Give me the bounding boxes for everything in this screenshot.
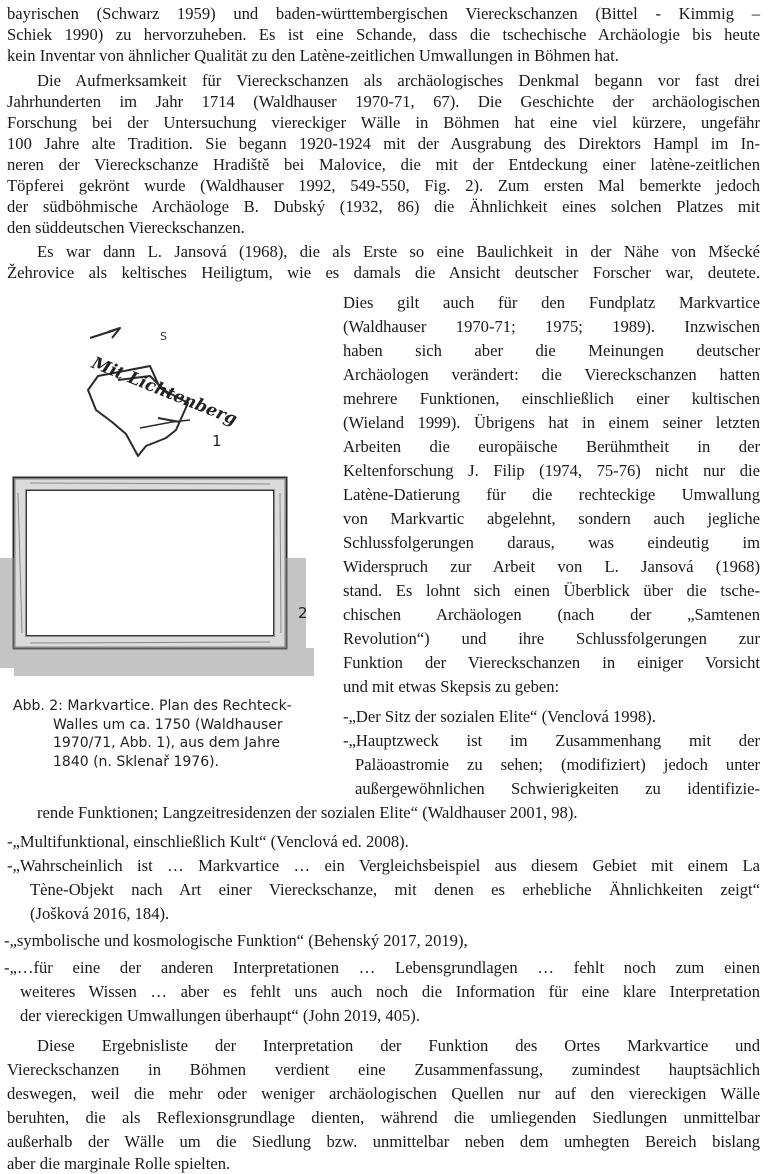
caption-line: 1970/71, Abb. 1), aus dem Jahre xyxy=(53,735,281,752)
figure-plan xyxy=(0,318,340,690)
text-line: -„…für eine der anderen Interpretationen … Lebensgrundlagen … fehlt noch zum einen xyxy=(4,958,760,977)
text-line: mehrere Funktionen, einschließlich einer kultischen xyxy=(343,389,760,408)
text-line: Jahrhunderten im Jahr 1714 (Waldhauser 1970-71, 67). Die Geschichte der archäologischen xyxy=(7,92,760,111)
text-line: Schlussfolgerungen daraus, was eindeutig im xyxy=(343,533,760,552)
text-line: Die Aufmerksamkeit für Viereckschanzen als archäologisches Denkmal begann vor fast drei xyxy=(37,71,760,90)
text-line: weiteres Wissen … aber es fehlt uns auch noch die Information für eine klare Interpretation xyxy=(20,982,760,1001)
text-line: -„Der Sitz der sozialen Elite“ (Venclová 1998). xyxy=(343,707,656,726)
label-2: 2 xyxy=(298,604,308,622)
text-line: haben sich aber die Meinungen deutscher xyxy=(343,341,760,360)
text-line: Töpferei gekrönt wurde (Waldhauser 1992, 549-550, Fig. 2). Zum ersten Mal bemerkte jedoch xyxy=(7,176,760,195)
text-line: -„symbolische und kosmologische Funktion“ (Behenský 2017, 2019), xyxy=(4,931,468,950)
text-line: (Jošková 2016, 184). xyxy=(30,904,170,923)
text-line: Tène-Objekt nach Art einer Viereckschanze, mit denen es erhebliche Ähnlichkeiten zeigt“ xyxy=(30,880,760,899)
text-line: aber die marginale Rolle spielten. xyxy=(7,1154,231,1173)
text-line: Revolution“) und ihre Schlussfolgerungen zur xyxy=(343,629,760,648)
text-line: rende Funktionen; Langzeitresidenzen der sozialen Elite“ (Waldhauser 2001, 98). xyxy=(37,803,578,822)
text-line: den süddeutschen Viereckschanzen. xyxy=(7,218,245,237)
text-line: Es war dann L. Jansová (1968), die als Erste so eine Baulichkeit in der Nähe von Mšecké xyxy=(37,242,760,261)
text-line: und mit etwas Skepsis zu geben: xyxy=(343,677,560,696)
text-line: Diese Ergebnisliste der Interpretation der Funktion des Ortes Markvartice und xyxy=(37,1036,760,1055)
text-line: stand. Es lohnt sich einen Überblick über die tsche- xyxy=(343,581,760,600)
caption-line: Walles um ca. 1750 (Waldhauser xyxy=(53,716,283,733)
text-line: von Markvartic abgelehnt, sondern auch jegliche xyxy=(343,509,760,528)
text-line: der viereckigen Umwallungen überhaupt“ (John 2019, 405). xyxy=(20,1006,420,1025)
caption-line: 1840 (n. Sklenař 1976). xyxy=(53,753,220,770)
text-line: kein Inventar von ähnlicher Qualität zu den Latène-zeitlichen Umwallungen in Böhmen hat. xyxy=(7,46,619,65)
north-arrow-head xyxy=(108,328,120,338)
text-line: der südböhmische Archäologe B. Dubský (1932, 86) die Ähnlichkeit eines solchen Platzes mit xyxy=(7,197,760,216)
text-line: Keltenforschung J. Filip (1974, 75-76) nicht nur die xyxy=(343,461,760,480)
text-line: Viereckschanzen in Böhmen verdient eine Zusammenfassung, zumindest hauptsächlich xyxy=(7,1060,760,1079)
plan-drawing xyxy=(0,318,340,690)
text-line: Paläoastromie zu sehen; (modifiziert) jedoch unter xyxy=(355,755,760,774)
caption-line: Abb. 2: Markvartice. Plan des Rechteck- xyxy=(13,698,292,714)
text-line: neren der Viereckschanze Hradiště bei Malovice, die mit der Entdeckung einer latène-zeitlichen xyxy=(7,155,760,174)
text-line: -„Multifunktional, einschließlich Kult“ (Venclová ed. 2008). xyxy=(7,832,409,851)
text-line: außergewöhnlichen Schwierigkeiten zu identifizie- xyxy=(355,779,760,798)
text-line: chischen Archäologen (nach der „Samtenen xyxy=(343,605,760,624)
text-line: Arbeiten die europäische Berühmtheit in der xyxy=(343,437,760,456)
text-line: (Waldhauser 1970-71; 1975; 1989). Inzwischen xyxy=(343,317,760,336)
pointer-line xyxy=(140,420,190,428)
text-line: Funktion der Viereckschanzen in einiger Vorsicht xyxy=(343,653,760,672)
text-line: Archäologen verändert: die Viereckschanzen hatten xyxy=(343,365,760,384)
text-line: außerhalb der Wälle um die Siedlung bzw. unmittelbar neben dem umhegten Bereich bislang xyxy=(7,1132,760,1151)
label-s: S xyxy=(160,330,167,343)
text-line: beruhten, die als Reflexionsgrundlage dienten, während die umliegenden Siedlungen unmittelbar xyxy=(7,1108,760,1127)
text-line: (Wieland 1999). Übrigens hat in einem seiner letzten xyxy=(343,413,760,432)
label-1: 1 xyxy=(212,432,222,450)
text-line: bayrischen (Schwarz 1959) und baden-württembergischen Viereckschanzen (Bittel - Kimmig – xyxy=(7,4,760,23)
text-line: -„Hauptzweck ist im Zusammenhang mit der xyxy=(343,731,760,750)
text-line: deswegen, weil die mehr oder weniger archäologischen Quellen nur auf den viereckigen Wälle xyxy=(7,1084,760,1103)
text-line: Widerspruch zur Arbeit von L. Jansová (1968) xyxy=(343,557,760,576)
figure-caption xyxy=(13,697,333,771)
text-line: Žehrovice als keltisches Heiligtum, wie es damals die Ansicht deutscher Forscher war, deutete. xyxy=(7,263,760,282)
text-line: -„Wahrscheinlich ist … Markvartice … ein Vergleichsbeispiel aus diesem Gebiet mit einem La xyxy=(7,856,760,875)
text-line: Forschung bei der Untersuchung viereckiger Wälle in Böhmen hat eine viel kürzere, ungefähr xyxy=(7,113,760,132)
rectangle-wall xyxy=(14,478,286,648)
map-script: Mit Lichtenberg xyxy=(88,353,240,430)
text-line: 100 Jahre alte Tradition. Sie begann 1920-1924 mit der Ausgrabung des Direktors Hampl im In- xyxy=(7,134,760,153)
text-line: Schiek 1990) zu hervorzuheben. Es ist eine Schande, dass die tschechische Archäologie bis heute xyxy=(7,25,760,44)
text-line: Latène-Datierung für die rechteckige Umwallung xyxy=(343,485,760,504)
text-line: Dies gilt auch für den Fundplatz Markvartice xyxy=(343,293,760,312)
